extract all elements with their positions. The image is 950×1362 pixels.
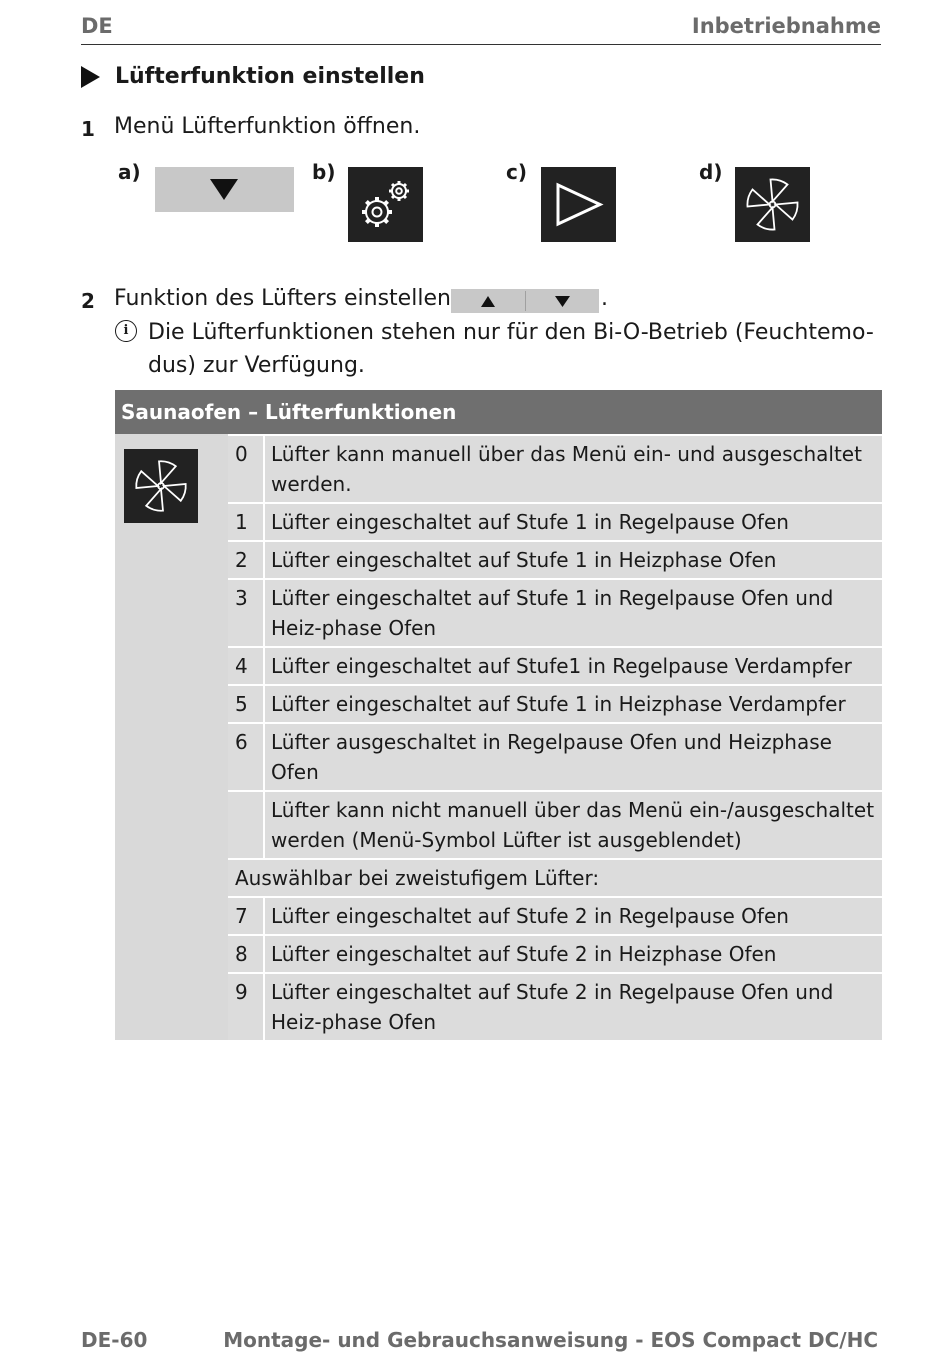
table-row xyxy=(228,896,882,934)
table-title: Saunaofen – Lüfterfunktionen xyxy=(115,390,882,434)
table-row xyxy=(228,790,882,858)
row-number: 8 xyxy=(228,936,265,972)
row-text: Lüfter eingeschaltet auf Stufe 2 in Regelpause Ofen und Heiz-phase Ofen xyxy=(271,980,834,1034)
procedure-heading xyxy=(81,64,425,89)
triangle-bullet-icon xyxy=(81,66,100,88)
table-row xyxy=(228,540,882,578)
procedure-heading-text: Lüfterfunktion einstellen xyxy=(115,64,425,89)
fan-symbol xyxy=(124,449,198,523)
row-number: 2 xyxy=(228,542,265,578)
settings-button[interactable] xyxy=(348,167,423,242)
step-number: 1 xyxy=(81,117,95,141)
row-number: 1 xyxy=(228,504,265,540)
info-icon: i xyxy=(115,320,137,342)
arrow-down-icon xyxy=(526,289,599,313)
document-title: Montage- und Gebrauchsanweisung - EOS Compact DC/HC xyxy=(223,1328,878,1352)
table-row xyxy=(228,934,882,972)
step-text: Funktion des Lüfters einstellen xyxy=(114,286,451,311)
row-number: 0 xyxy=(228,436,265,502)
step-text: Menü Lüfterfunktion öffnen. xyxy=(114,114,421,139)
table-rows xyxy=(228,434,882,1040)
table-row xyxy=(228,646,882,684)
row-text: Lüfter eingeschaltet auf Stufe 1 in Heizphase Verdampfer xyxy=(271,692,846,716)
table-row xyxy=(228,578,882,646)
note-text: Die Lüfterfunktionen stehen nur für den Bi-O-Betrieb (Feuchtemo-dus) zur Verfügung. xyxy=(148,320,874,378)
row-number: 7 xyxy=(228,898,265,934)
option-b-label: b) xyxy=(312,160,336,184)
option-d-label: d) xyxy=(699,160,723,184)
row-number xyxy=(228,792,265,858)
row-text: Lüfter ausgeschaltet in Regelpause Ofen und Heizphase Ofen xyxy=(271,730,832,784)
fan-icon xyxy=(124,449,198,523)
row-number: 6 xyxy=(228,724,265,790)
up-button[interactable] xyxy=(451,289,525,313)
row-text: Lüfter kann nicht manuell über das Menü ein-/ausgeschaltet werden (Menü-Symbol Lüfter ist ausgeblendet) xyxy=(271,798,875,852)
gears-icon xyxy=(348,167,423,242)
table-row xyxy=(228,434,882,502)
arrow-up-icon xyxy=(451,289,525,313)
page-header xyxy=(81,12,881,45)
option-c-label: c) xyxy=(506,160,527,184)
table-row xyxy=(228,502,882,540)
table-subheading-row xyxy=(228,858,882,896)
section-title: Inbetriebnahme xyxy=(691,14,881,38)
row-text: Lüfter eingeschaltet auf Stufe 2 in Heizphase Ofen xyxy=(271,942,777,966)
row-text: Lüfter eingeschaltet auf Stufe 1 in Regelpause Ofen xyxy=(271,510,789,534)
up-down-buttons xyxy=(451,289,599,313)
table-subheading: Auswählbar bei zweistufigem Lüfter: xyxy=(235,866,600,890)
row-text: Lüfter eingeschaltet auf Stufe 1 in Regelpause Ofen und Heiz-phase Ofen xyxy=(271,586,834,640)
table-row xyxy=(228,684,882,722)
row-number: 3 xyxy=(228,580,265,646)
row-number: 9 xyxy=(228,974,265,1040)
down-button-small[interactable] xyxy=(526,289,599,313)
play-button[interactable] xyxy=(541,167,616,242)
row-text: Lüfter kann manuell über das Menü ein- und ausgeschaltet werden. xyxy=(271,442,862,496)
row-text: Lüfter eingeschaltet auf Stufe1 in Regelpause Verdampfer xyxy=(271,654,852,678)
option-a-label: a) xyxy=(118,160,141,184)
fan-button[interactable] xyxy=(735,167,810,242)
fan-functions-table xyxy=(115,390,882,1040)
step-2-period: . xyxy=(601,286,608,311)
table-row xyxy=(228,722,882,790)
language-code: DE xyxy=(81,14,113,38)
down-button[interactable] xyxy=(155,167,294,212)
table-row xyxy=(228,972,882,1040)
fan-icon xyxy=(735,167,810,242)
row-text: Lüfter eingeschaltet auf Stufe 2 in Regelpause Ofen xyxy=(271,904,789,928)
table-icon-column xyxy=(115,434,226,1040)
play-icon xyxy=(541,167,616,242)
table-body xyxy=(115,434,882,1040)
page-number: DE-60 xyxy=(81,1328,148,1352)
row-number: 4 xyxy=(228,648,265,684)
row-text: Lüfter eingeschaltet auf Stufe 1 in Heizphase Ofen xyxy=(271,548,777,572)
row-number: 5 xyxy=(228,686,265,722)
arrow-down-icon xyxy=(155,167,294,212)
step-number: 2 xyxy=(81,289,95,313)
